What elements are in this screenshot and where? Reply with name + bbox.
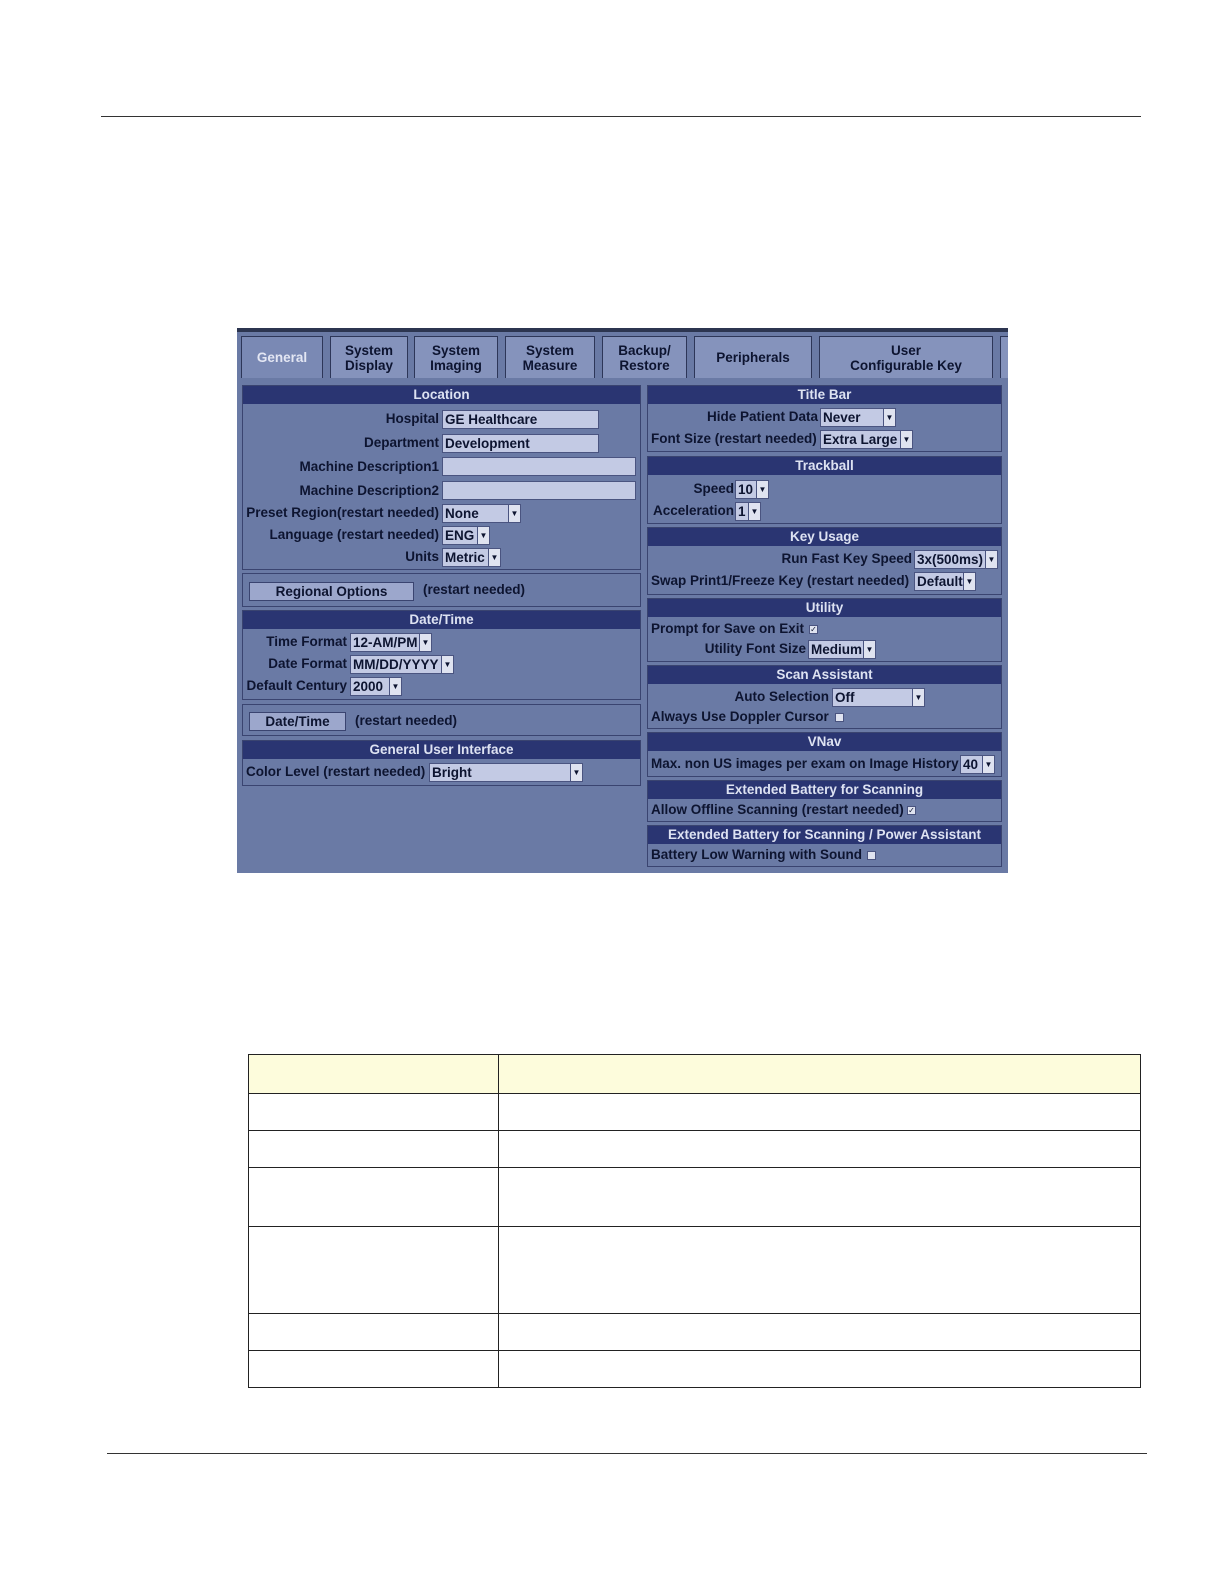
tab-label: Peripherals	[716, 350, 790, 365]
doppler-cursor-label: Always Use Doppler Cursor	[651, 709, 829, 724]
tab-general[interactable]	[241, 336, 323, 378]
datetime-panel	[242, 610, 641, 700]
tab-system-measure[interactable]	[505, 336, 595, 378]
tab-label: User	[890, 342, 921, 358]
datetime-restart-note: (restart needed)	[355, 713, 458, 728]
tab-label: System	[344, 342, 394, 358]
table-row	[249, 1314, 1141, 1351]
vnav-panel	[647, 732, 1002, 777]
tab-system-imaging[interactable]	[414, 336, 498, 378]
scan-assistant-title: Scan Assistant	[648, 666, 1001, 684]
auto-selection-label: Auto Selection	[734, 689, 829, 704]
date-format-dropdown[interactable]	[350, 655, 454, 674]
date-format-value: MM/DD/YYYY	[353, 657, 439, 672]
table-header-row	[249, 1055, 1141, 1094]
general-settings-screen	[237, 328, 1008, 873]
table-header-cell	[249, 1055, 499, 1094]
battery-low-warning-checkbox[interactable]	[867, 851, 876, 860]
preset-region-dropdown[interactable]	[442, 504, 521, 523]
title-font-size-label: Font Size (restart needed)	[651, 431, 817, 446]
utility-title: Utility	[648, 599, 1001, 617]
general-user-interface-panel	[242, 740, 641, 786]
department-label: Department	[363, 435, 439, 450]
auto-selection-dropdown[interactable]	[832, 688, 925, 707]
table-row	[249, 1168, 1141, 1227]
table-row	[249, 1131, 1141, 1168]
tab-label: General	[256, 350, 308, 365]
battery-low-warning-label: Battery Low Warning with Sound	[651, 847, 862, 862]
regional-options-button[interactable]: Regional Options	[249, 582, 414, 601]
extended-battery-panel	[647, 780, 1002, 822]
chevron-down-icon: ▼	[900, 431, 912, 448]
allow-offline-scanning-label: Allow Offline Scanning (restart needed)	[651, 802, 904, 817]
hide-patient-data-dropdown[interactable]	[820, 408, 896, 427]
prompt-save-on-exit-checkbox[interactable]: ✓	[810, 625, 817, 634]
speed-dropdown[interactable]	[735, 480, 769, 499]
doppler-cursor-checkbox[interactable]	[835, 713, 844, 722]
chevron-down-icon: ▼	[389, 678, 401, 695]
table-cell	[249, 1168, 499, 1227]
tab-overflow[interactable]	[1000, 336, 1008, 378]
max-images-dropdown[interactable]	[960, 755, 995, 774]
swap-print-freeze-value: Default	[917, 574, 963, 589]
run-fast-key-speed-value: 3x(500ms)	[917, 552, 984, 567]
settings-description-table	[248, 1054, 1141, 1388]
trackball-title: Trackball	[648, 457, 1001, 475]
units-label: Units	[405, 549, 439, 564]
chevron-down-icon: ▼	[570, 764, 582, 781]
swap-print-freeze-label: Swap Print1/Freeze Key (restart needed)	[651, 573, 910, 588]
chevron-down-icon: ▼	[488, 549, 500, 566]
machine-description1-label: Machine Description1	[299, 459, 439, 474]
tab-backup-restore[interactable]	[602, 336, 687, 378]
department-input[interactable]: Development	[442, 434, 599, 453]
chevron-down-icon: ▼	[508, 505, 520, 522]
preset-region-value: None	[445, 506, 479, 521]
chevron-down-icon: ▼	[748, 503, 760, 520]
tab-label: Backup/	[618, 342, 671, 358]
time-format-dropdown[interactable]	[350, 633, 432, 652]
chevron-down-icon: ▼	[982, 756, 994, 773]
utility-font-size-dropdown[interactable]	[808, 640, 876, 659]
table-cell	[499, 1314, 1141, 1351]
language-value: ENG	[445, 528, 475, 543]
table-cell	[249, 1314, 499, 1351]
regional-restart-note: (restart needed)	[423, 582, 526, 597]
prompt-save-on-exit-label: Prompt for Save on Exit	[651, 621, 805, 636]
title-bar-panel	[647, 385, 1002, 452]
table-row	[249, 1351, 1141, 1388]
table-cell	[499, 1227, 1141, 1314]
machine-description2-label: Machine Description2	[299, 483, 439, 498]
machine-description1-input[interactable]	[442, 457, 636, 476]
vnav-title: VNav	[648, 733, 1001, 751]
utility-font-size-label: Utility Font Size	[704, 641, 806, 656]
hide-patient-data-label: Hide Patient Data	[706, 409, 818, 424]
color-level-dropdown[interactable]	[429, 763, 583, 782]
location-title: Location	[243, 386, 640, 404]
language-label: Language (restart needed)	[269, 527, 439, 542]
chevron-down-icon: ▼	[912, 689, 924, 706]
units-dropdown[interactable]	[442, 548, 501, 567]
chevron-down-icon: ▼	[756, 481, 768, 498]
chevron-down-icon: ▼	[863, 641, 875, 658]
date-format-label: Date Format	[268, 656, 347, 671]
title-font-size-value: Extra Large	[823, 432, 898, 447]
chevron-down-icon: ▼	[963, 573, 975, 590]
trackball-panel	[647, 456, 1002, 524]
tab-label: Configurable Key	[850, 357, 962, 373]
datetime-button[interactable]: Date/Time	[249, 712, 346, 731]
title-font-size-dropdown[interactable]	[820, 430, 913, 449]
page-top-rule	[101, 116, 1141, 117]
utility-font-size-value: Medium	[811, 642, 863, 657]
tab-label: Imaging	[430, 357, 482, 373]
chevron-down-icon: ▼	[477, 527, 489, 544]
run-fast-key-speed-dropdown[interactable]	[914, 550, 998, 569]
key-usage-title: Key Usage	[648, 528, 1001, 546]
tab-label: Measure	[522, 357, 578, 373]
acceleration-value: 1	[738, 504, 746, 519]
key-usage-panel	[647, 527, 1002, 595]
power-assistant-title: Extended Battery for Scanning / Power Assistant	[648, 826, 1001, 844]
preset-region-label: Preset Region(restart needed)	[246, 505, 439, 520]
machine-description2-input[interactable]	[442, 481, 636, 500]
power-assistant-panel	[647, 825, 1002, 867]
acceleration-label: Acceleration	[652, 503, 734, 518]
speed-label: Speed	[693, 481, 734, 496]
regional-options-panel	[242, 573, 641, 607]
table-row	[249, 1227, 1141, 1314]
scan-assistant-panel	[647, 665, 1002, 729]
tab-label: System	[431, 342, 480, 358]
default-century-dropdown[interactable]	[350, 677, 402, 696]
table-cell	[499, 1094, 1141, 1131]
tab-label: Restore	[619, 357, 670, 373]
time-format-label: Time Format	[266, 634, 347, 649]
title-bar-title: Title Bar	[648, 386, 1001, 404]
hide-patient-data-value: Never	[823, 410, 861, 425]
units-value: Metric	[445, 550, 485, 565]
hospital-label: Hospital	[385, 411, 439, 426]
table-row	[249, 1094, 1141, 1131]
table-cell	[499, 1168, 1141, 1227]
tab-user-configurable-key[interactable]	[819, 336, 993, 378]
table-cell	[249, 1227, 499, 1314]
tab-label: System	[525, 342, 575, 358]
gui-title: General User Interface	[243, 741, 640, 759]
default-century-label: Default Century	[246, 678, 347, 693]
utility-panel	[647, 598, 1002, 662]
speed-value: 10	[738, 482, 754, 497]
page-bottom-rule	[107, 1453, 1147, 1454]
swap-print-freeze-dropdown[interactable]	[914, 572, 976, 591]
table-cell	[499, 1131, 1141, 1168]
tab-label: Display	[344, 357, 394, 373]
color-level-label: Color Level (restart needed)	[246, 764, 426, 779]
table-cell	[499, 1351, 1141, 1388]
chevron-down-icon: ▼	[419, 634, 431, 651]
chevron-down-icon: ▼	[883, 409, 895, 426]
extended-battery-title: Extended Battery for Scanning	[648, 781, 1001, 799]
datetime-title: Date/Time	[243, 611, 640, 629]
run-fast-key-speed-label: Run Fast Key Speed	[781, 551, 912, 566]
table-cell	[249, 1131, 499, 1168]
tab-system-display[interactable]	[330, 336, 408, 378]
color-level-value: Bright	[432, 765, 472, 780]
chevron-down-icon: ▼	[441, 656, 453, 673]
table-header-cell	[499, 1055, 1141, 1094]
language-dropdown[interactable]	[442, 526, 490, 545]
max-images-value: 40	[963, 757, 979, 772]
acceleration-dropdown[interactable]	[735, 502, 761, 521]
screen-top-bar	[237, 328, 1008, 332]
auto-selection-value: Off	[835, 690, 855, 705]
table-cell	[249, 1094, 499, 1131]
tab-peripherals[interactable]	[694, 336, 812, 378]
chevron-down-icon: ▼	[985, 551, 997, 568]
location-panel	[242, 385, 641, 570]
hospital-input[interactable]: GE Healthcare	[442, 410, 599, 429]
time-format-value: 12-AM/PM	[353, 635, 418, 650]
max-images-label: Max. non US images per exam on Image History	[651, 756, 959, 771]
datetime-button-panel	[242, 704, 641, 736]
allow-offline-scanning-checkbox[interactable]: ✓	[908, 806, 915, 815]
default-century-value: 2000	[353, 679, 384, 694]
table-cell	[249, 1351, 499, 1388]
